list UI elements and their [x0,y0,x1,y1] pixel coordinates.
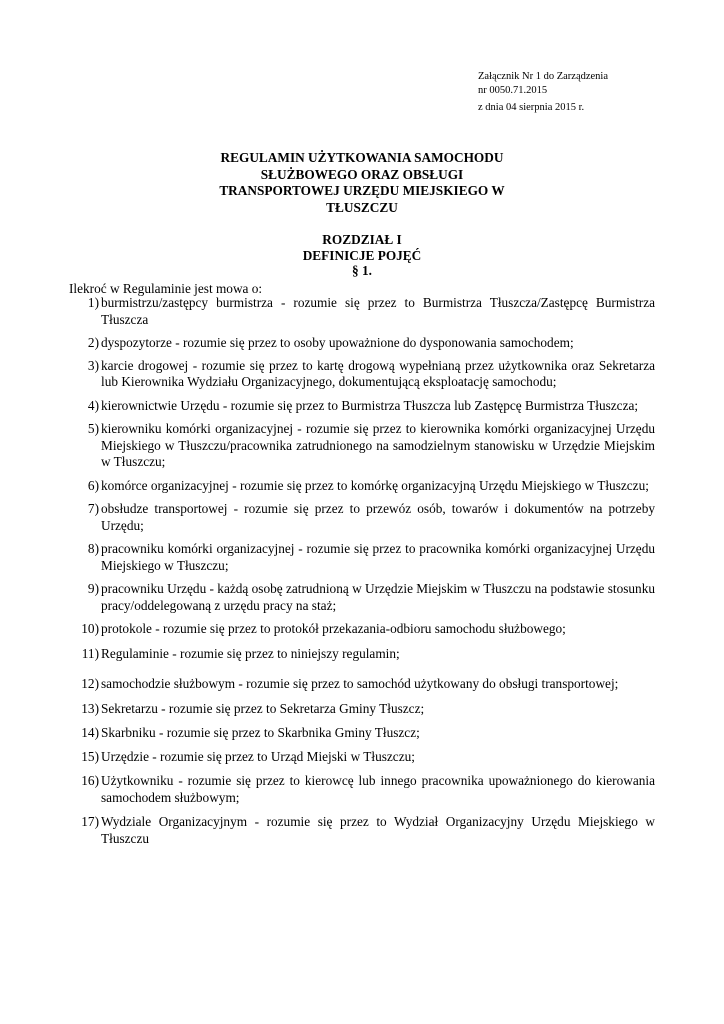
definition-item [69,725,655,742]
definition-item [69,398,655,415]
definition-number: 13) [81,700,99,716]
definition-text: Wydziale Organizacyjnym - rozumie się przez to Wydział Organizacyjny Urzędu Miejskiego w Tłuszczu [101,814,655,846]
definition-item [69,541,655,574]
definition-text: burmistrzu/zastępcy burmistrza - rozumie się przez to Burmistrza Tłuszcza/Zastępcę Burmistrza Tłuszcza [101,295,655,327]
document-title [0,150,724,216]
definition-number: 4) [87,397,99,413]
chapter-name: DEFINICJE POJĘĆ [302,247,422,263]
definition-item [69,335,655,352]
definition-text: dyspozytorze - rozumie się przez to osoby upoważnione do dysponowania samochodem; [101,335,574,350]
definition-item [69,701,655,718]
definition-number: 6) [87,477,99,493]
title-line: SŁUŻBOWEGO ORAZ OBSŁUGI [260,166,464,182]
title-line: REGULAMIN UŻYTKOWANIA SAMOCHODU [220,150,504,165]
definitions-list [69,295,655,847]
definition-item [69,646,655,663]
definition-number: 17) [81,814,99,829]
definition-number: 1) [87,295,99,310]
title-line: TŁUSZCZU [326,199,398,215]
attachment-note-date: z dnia 04 sierpnia 2015 r. [478,102,585,113]
definition-text: Sekretarzu - rozumie się przez to Sekretarza Gminy Tłuszcz; [101,700,425,716]
definition-number: 9) [87,581,99,596]
definition-number: 5) [87,421,99,436]
definition-number: 7) [87,501,99,516]
definition-item [69,581,655,614]
definition-number: 16) [81,773,99,788]
definition-item [69,478,655,495]
chapter-number: ROZDZIAŁ I [322,232,402,247]
definition-text: komórce organizacyjnej - rozumie się przez to komórkę organizacyjną Urzędu Miejskiego w Tłuszczu; [101,477,649,493]
definition-number: 2) [87,335,99,350]
definition-text: pracowniku Urzędu - każdą osobę zatrudnioną w Urzędzie Miejskim w Tłuszczu na podstawie stosunku pracy/oddelegowaną z urzędu pracy na staż; [101,581,655,613]
definition-text: samochodzie służbowym - rozumie się przez to samochód użytkowany do obsługi transportowej; [101,676,619,691]
definition-text: obsłudze transportowej - rozumie się przez to przewóz osób, towarów i dokumentów na potrzeby Urzędu; [101,501,655,533]
definition-number: 10) [81,621,99,636]
definition-text: Skarbniku - rozumie się przez to Skarbnika Gminy Tłuszcz; [101,725,420,740]
attachment-note-title: Załącznik Nr 1 do Zarządzenia [478,71,609,82]
definition-number: 14) [81,725,99,740]
attachment-note-number: nr 0050.71.2015 [478,85,548,96]
definition-item [69,358,655,391]
section-mark: § 1. [352,263,372,278]
title-line: TRANSPORTOWEJ URZĘDU MIEJSKIEGO W [219,183,505,199]
chapter-heading [0,232,724,279]
definition-number: 3) [87,357,99,373]
definition-item [69,676,655,693]
definition-text: Użytkowniku - rozumie się przez to kierowcę lub innego pracownika upoważnionego do kierowania samochodem służbowym; [101,773,655,805]
definition-text: protokole - rozumie się przez to protokół przekazania-odbioru samochodu służbowego; [101,621,566,636]
definition-item [69,295,655,328]
definition-item [69,421,655,471]
definition-number: 15) [81,748,99,764]
definition-item [69,621,655,638]
definition-item [69,814,655,847]
definition-text: pracowniku komórki organizacyjnej - rozumie się przez to pracownika komórki organizacyjnej Urzędu Miejskiego w Tłuszczu; [101,541,655,573]
definition-text: karcie drogowej - rozumie się przez to kartę drogową wypełnianą przez użytkownika oraz Sekretarza lub Kierownika Wydziału Organizacyjnego, dokumentującą eksploatację samochodu; [101,357,655,389]
definition-number: 11) [81,645,99,661]
intro-text: Ilekroć w Regulaminie jest mowa o: [69,281,263,296]
definition-item [69,773,655,806]
definition-number: 8) [87,541,99,556]
definition-text: kierowniku komórki organizacyjnej - rozumie się przez to kierownika komórki organizacyjnej Urzędu Miejskiego w Tłuszczu/pracownika zatrudnionego na samodzielnym stanowisku w Urzędzie Miejskim w Tłuszczu; [101,421,655,469]
definition-text: Urzędzie - rozumie się przez to Urząd Miejski w Tłuszczu; [101,748,415,764]
attachment-note [478,70,608,115]
definition-text: Regulaminie - rozumie się przez to niniejszy regulamin; [101,645,400,661]
definition-number: 12) [81,676,99,691]
definition-item [69,749,655,766]
definition-text: kierownictwie Urzędu - rozumie się przez to Burmistrza Tłuszcza lub Zastępcę Burmistrza Tłuszcza; [101,397,639,413]
definition-item [69,501,655,534]
